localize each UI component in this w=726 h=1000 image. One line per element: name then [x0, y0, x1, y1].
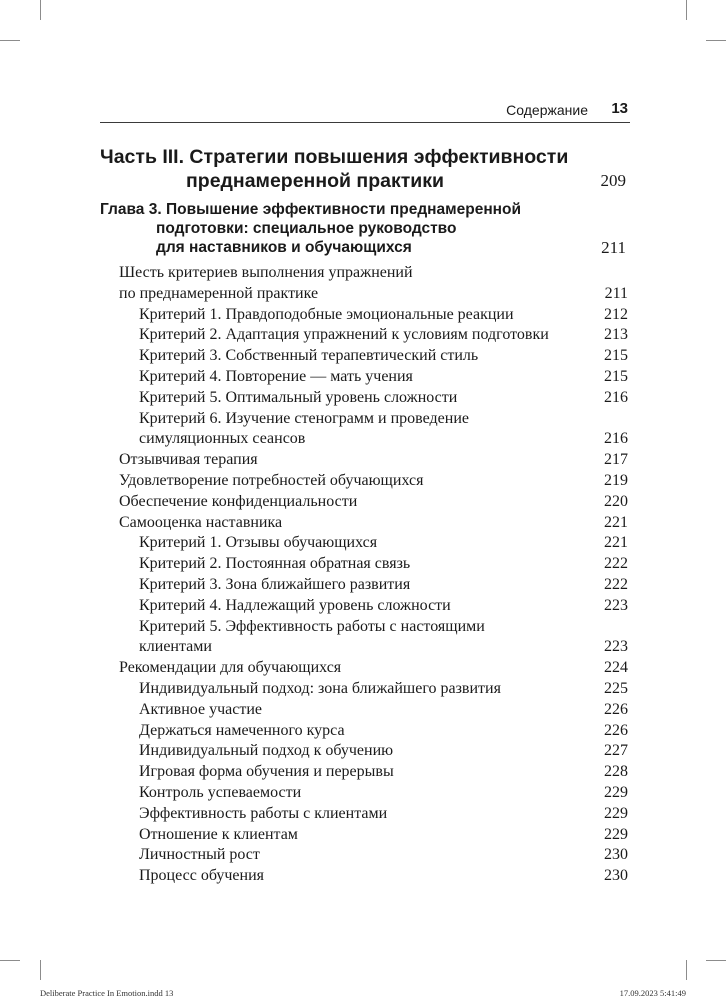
toc-entry [100, 305, 630, 326]
toc-entry-page: 227 [604, 742, 628, 760]
page-number: 13 [611, 100, 628, 117]
toc-entry-page: 230 [604, 867, 628, 885]
chapter-title-line1: Глава 3. Повышение эффективности преднамеренной [100, 201, 522, 218]
toc-entry [100, 741, 630, 762]
toc-entry [100, 325, 630, 346]
chapter-title-line2: подготовки: специальное руководство [156, 220, 457, 237]
toc-entry [100, 471, 630, 492]
toc-entry-page: 230 [604, 846, 628, 864]
toc-entry [100, 409, 630, 451]
toc-entry [100, 596, 630, 617]
toc-entry-text: Критерий 1. Правдоподобные эмоциональные реакции [139, 305, 514, 323]
toc-entry-page: 221 [604, 534, 628, 552]
toc-entry-text: Индивидуальный подход к обучению [139, 742, 394, 760]
toc-entry-page: 211 [604, 284, 628, 302]
slug-filename: Deliberate Practice In Emotion.indd 13 [40, 988, 174, 998]
part-heading [100, 145, 630, 193]
toc-entry-page: 217 [604, 451, 628, 469]
toc-entry-text: Критерий 3. Собственный терапевтический стиль [139, 347, 479, 365]
toc-entry [100, 845, 630, 866]
toc-entry-text: Критерий 6. Изучение стенограмм и проведение [139, 409, 469, 427]
toc-entry [100, 679, 630, 700]
part-title-line2: преднамеренной практики [186, 170, 445, 192]
toc-entry [100, 700, 630, 721]
chapter-title-line3: для наставников и обучающихся [156, 239, 412, 256]
toc-entry [100, 388, 630, 409]
toc-entry-page: 213 [604, 326, 628, 344]
toc-entry [100, 825, 630, 846]
toc-entry [100, 783, 630, 804]
crop-mark [706, 40, 726, 41]
toc-entry [100, 450, 630, 471]
toc-entry [100, 367, 630, 388]
toc-entry-text: Самооценка наставника [119, 513, 283, 531]
toc-entry-text: Личностный рост [139, 846, 260, 864]
toc-list [100, 263, 630, 887]
toc-entry-text: Контроль успеваемости [139, 783, 302, 801]
toc-entry-page: 220 [604, 492, 628, 510]
toc-entry-page: 212 [604, 305, 628, 323]
toc-entry-text: Критерий 1. Отзывы обучающихся [139, 534, 378, 552]
toc-entry [100, 513, 630, 534]
toc-entry-text: Отзывчивая терапия [119, 451, 258, 469]
toc-entry-text: Держаться намеченного курса [139, 721, 345, 739]
toc-entry [100, 554, 630, 575]
part-title-line1: Часть III. Стратегии повышения эффективности [100, 146, 569, 168]
toc-entry-text: Критерий 3. Зона ближайшего развития [139, 575, 411, 593]
toc-entry-page: 216 [604, 430, 628, 448]
toc-entry-text: Критерий 2. Постоянная обратная связь [139, 555, 411, 573]
toc-entry [100, 866, 630, 887]
header-rule [100, 122, 630, 123]
crop-mark [0, 960, 20, 961]
toc-entry-text: клиентами [139, 638, 212, 656]
toc-entry-text: Критерий 4. Надлежащий уровень сложности [139, 596, 451, 614]
toc-entry-text: симуляционных сеансов [139, 430, 306, 448]
toc-entry-text: Рекомендации для обучающихся [119, 659, 342, 677]
crop-mark [686, 960, 687, 980]
toc-entry-page: 229 [604, 783, 628, 801]
toc-entry-text: Критерий 2. Адаптация упражнений к условиям подготовки [139, 326, 549, 344]
part-page: 209 [600, 171, 626, 190]
toc-entry-text: Критерий 5. Эффективность работы с настоящими [139, 617, 485, 635]
toc-entry [100, 804, 630, 825]
toc-entry-page: 225 [604, 679, 628, 697]
toc-entry-page: 219 [604, 471, 628, 489]
toc-entry-text: Удовлетворение потребностей обучающихся [119, 471, 424, 489]
toc-entry [100, 762, 630, 783]
toc-entry-page: 224 [604, 659, 628, 677]
toc-entry [100, 658, 630, 679]
toc-entry-page: 229 [604, 825, 628, 843]
crop-mark [686, 0, 687, 20]
toc-entry-page: 216 [604, 388, 628, 406]
toc-entry-page: 215 [604, 347, 628, 365]
toc-entry-text: Обеспечение конфиденциальности [119, 492, 358, 510]
toc-entry [100, 263, 630, 305]
running-header [100, 100, 630, 124]
toc-entry-text: Игровая форма обучения и перерывы [139, 763, 394, 781]
toc-entry-text: по преднамеренной практике [119, 284, 319, 302]
toc-entry [100, 617, 630, 659]
toc-entry-page: 223 [604, 638, 628, 656]
toc-entry [100, 575, 630, 596]
section-title: Содержание [506, 102, 588, 118]
toc-entry-text: Отношение к клиентам [139, 825, 298, 843]
toc-entry [100, 492, 630, 513]
toc-entry-page: 221 [604, 513, 628, 531]
toc-entry-page: 226 [604, 721, 628, 739]
crop-mark [0, 40, 20, 41]
toc-entry-text: Процесс обучения [139, 867, 264, 885]
slug-timestamp: 17.09.2023 5:41:49 [619, 988, 686, 998]
toc-entry [100, 533, 630, 554]
toc-entry-page: 223 [604, 596, 628, 614]
toc-entry-page: 222 [604, 555, 628, 573]
toc-entry-page: 229 [604, 804, 628, 822]
toc-entry [100, 721, 630, 742]
toc-entry-page: 215 [604, 367, 628, 385]
toc-entry-text: Индивидуальный подход: зона ближайшего развития [139, 679, 501, 697]
toc-entry-text: Активное участие [139, 700, 262, 718]
crop-mark [706, 960, 726, 961]
toc-entry-text: Критерий 4. Повторение — мать учения [139, 367, 413, 385]
toc-entry-text: Шесть критериев выполнения упражнений [119, 264, 413, 281]
toc-entry-text: Критерий 5. Оптимальный уровень сложности [139, 388, 458, 406]
toc-entry-page: 222 [604, 575, 628, 593]
crop-mark [40, 0, 41, 20]
toc-entry-page: 226 [604, 700, 628, 718]
crop-mark [40, 960, 41, 980]
chapter-page: 211 [601, 238, 626, 257]
chapter-heading [100, 200, 630, 257]
toc-entry-text: Эффективность работы с клиентами [139, 804, 388, 822]
toc-entry-page: 228 [604, 763, 628, 781]
toc-entry [100, 346, 630, 367]
